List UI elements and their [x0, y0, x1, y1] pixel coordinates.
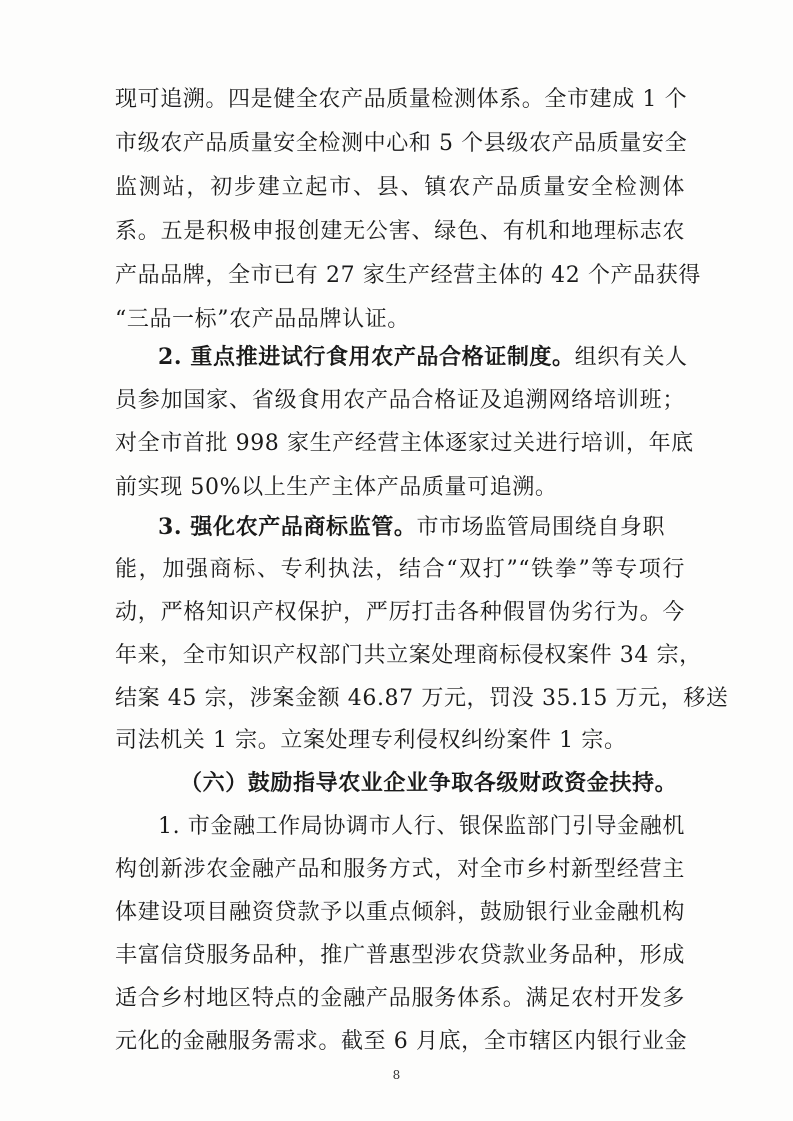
heading-rest: 市市场监管局围绕自身职	[416, 515, 666, 540]
text-line: 构创新涉农金融产品和服务方式，对全市乡村新型经营主	[115, 857, 685, 882]
bold-heading: 2. 重点推进试行食用农产品合格证制度。	[158, 344, 575, 370]
text-line: 动，严格知识产权保护，严厉打击各种假冒伪劣行为。今	[115, 600, 685, 625]
section-heading: （六）鼓励指导农业企业争取各级财政资金扶持。	[180, 770, 678, 796]
heading-rest: 组织有关人	[574, 345, 688, 370]
text-line: 市级农产品质量安全检测中心和 5 个县级农产品质量安全	[115, 131, 688, 156]
text-line: 能，加强商标、专利执法，结合“双打”“铁拳”等专项行	[115, 557, 685, 582]
page-number: 8	[392, 1068, 401, 1082]
text-line: 结案 45 宗，涉案金额 46.87 万元，罚没 35.15 万元，移送	[115, 686, 729, 711]
text-line: 对全市首批 998 家生产经营主体逐家过关进行培训，年底	[115, 431, 694, 456]
bold-heading: 3. 强化农产品商标监管。	[158, 514, 417, 540]
text-line: 年来，全市知识产权部门共立案处理商标侵权案件 34 宗，	[115, 643, 702, 668]
text-line: 产品品牌，全市已有 27 家生产经营主体的 42 个产品获得	[115, 263, 701, 288]
text-line: 监测站，初步建立起市、县、镇农产品质量安全检测体	[115, 175, 685, 200]
text-line: “三品一标”农产品品牌认证。	[115, 307, 410, 332]
text-line: 元化的金融服务需求。截至 6 月底，全市辖区内银行业金	[115, 1029, 688, 1054]
text-line: 1. 市金融工作局协调市人行、银保监部门引导金融机	[158, 814, 685, 839]
text-line: 现可追溯。四是健全农产品质量检测体系。全市建成 1 个	[115, 87, 688, 112]
text-line: 员参加国家、省级食用农产品合格证及追溯网络培训班；	[115, 388, 685, 413]
text-line: 适合乡村地区特点的金融产品服务体系。满足农村开发多	[115, 986, 685, 1011]
text-line: 体建设项目融资贷款予以重点倾斜，鼓励银行业金融机构	[115, 900, 685, 925]
paragraph-heading-line	[158, 337, 688, 377]
text-line: 前实现 50%以上生产主体产品质量可追溯。	[115, 475, 558, 500]
paragraph-heading-line	[158, 507, 685, 547]
text-line: 系。五是积极申报创建无公害、绿色、有机和地理标志农	[115, 219, 685, 244]
text-line: 丰富信贷服务品种，推广普惠型涉农贷款业务品种，形成	[115, 943, 685, 968]
text-line: 司法机关 1 宗。立案处理专利侵权纠纷案件 1 宗。	[115, 728, 627, 753]
